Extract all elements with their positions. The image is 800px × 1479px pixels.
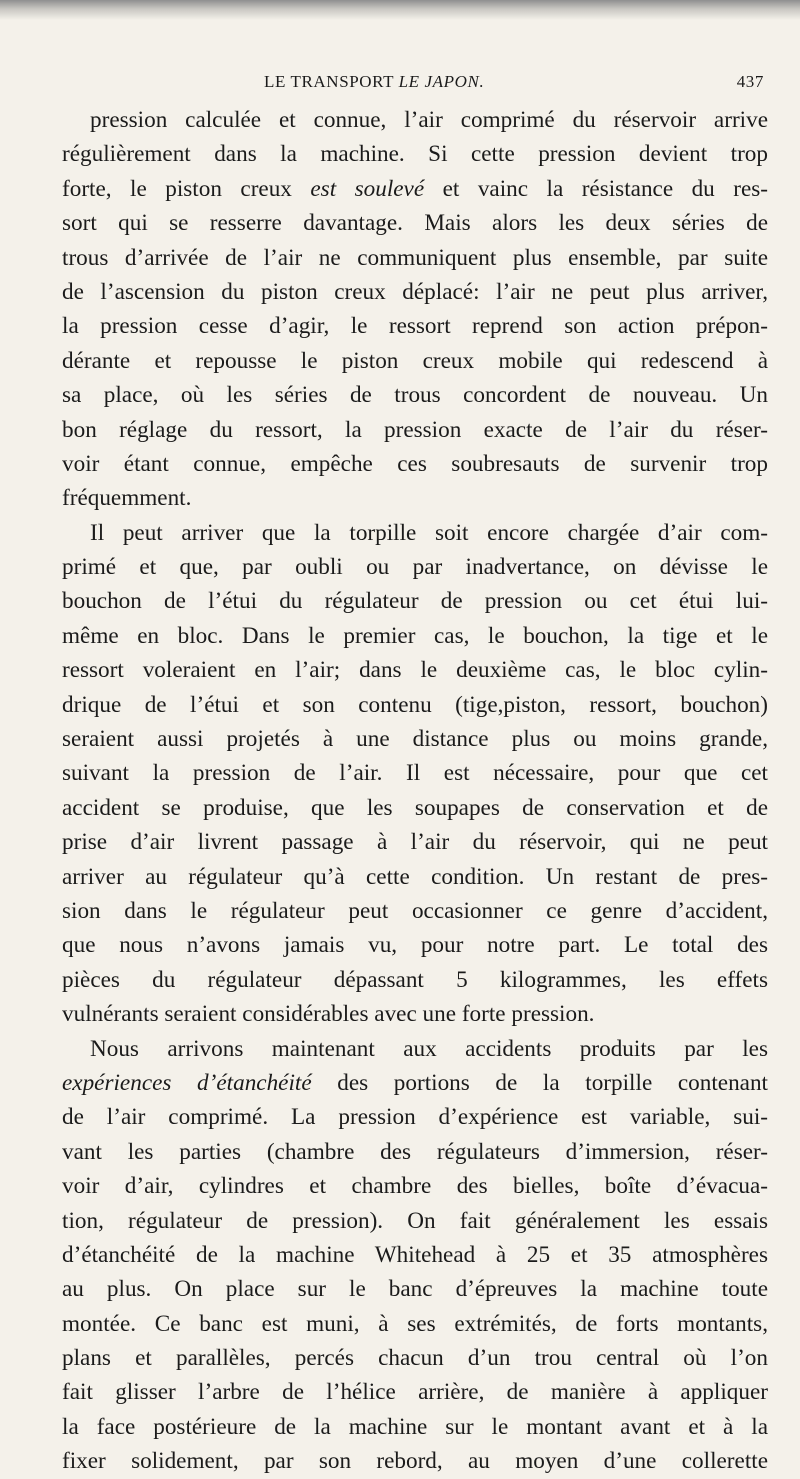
text-segment: pièces du régulateur dépassant 5 kilogrammes, les effets	[62, 966, 768, 993]
text-segment: montée. Ce banc est muni, à ses extrémités, de forts montants,	[62, 1310, 768, 1337]
text-line	[62, 1307, 768, 1341]
text-segment: fréquemment.	[62, 485, 192, 512]
body-text	[62, 103, 768, 1479]
text-line	[62, 1410, 768, 1444]
text-line	[62, 653, 768, 687]
text-line	[62, 1444, 768, 1478]
text-segment: dérante et repousse le piston creux mobile qui redescend à	[62, 347, 768, 374]
text-line	[62, 275, 768, 309]
text-line	[62, 860, 768, 894]
text-line	[62, 1204, 768, 1238]
italic-text: expériences d’étanchéité	[62, 1069, 312, 1096]
text-line	[62, 447, 768, 481]
paragraph	[62, 1032, 768, 1479]
text-segment: plans et parallèles, percés chacun d’un trou central où l’on	[62, 1345, 768, 1372]
text-segment: ressort voleraient en l’air; dans le deuxième cas, le bloc cylin-	[62, 657, 768, 684]
text-line	[62, 1375, 768, 1409]
text-line	[62, 1100, 768, 1134]
italic-text: est soulevé	[310, 175, 425, 202]
text-segment: au plus. On place sur le banc d’épreuves la machine toute	[62, 1276, 768, 1303]
text-line	[62, 378, 768, 412]
text-line	[62, 103, 768, 137]
running-title-italic: LE JAPON.	[398, 72, 485, 91]
text-segment: voir étant connue, empêche ces soubresauts de survenir trop	[62, 450, 768, 477]
text-segment: primé et que, par oubli ou par inadvertance, on dévisse le	[62, 554, 768, 581]
running-head	[246, 72, 766, 102]
text-line	[62, 894, 768, 928]
text-segment: pression calculée et connue, l’air comprimé du réservoir arrive	[90, 107, 768, 133]
text-segment: arriver au régulateur qu’à cette condition. Un restant de pres-	[62, 863, 768, 890]
text-segment: bon réglage du ressort, la pression exacte de l’air du réser-	[62, 416, 768, 443]
text-segment: sion dans le régulateur peut occasionner ce genre d’accident,	[62, 897, 768, 924]
text-line	[62, 584, 768, 618]
text-segment: trous d’arrivée de l’air ne communiquent plus ensemble, par suite	[62, 244, 768, 271]
text-segment: seraient aussi projetés à une distance plus ou moins grande,	[62, 726, 768, 753]
text-segment: fait glisser l’arbre de l’hélice arrière, de manière à appliquer	[62, 1379, 768, 1406]
text-line	[62, 1238, 768, 1272]
text-segment: de l’air comprimé. La pression d’expérience est variable, sui-	[62, 1104, 768, 1131]
text-segment: d’étanchéité de la machine Whitehead à 25 et 35 atmosphères	[62, 1241, 768, 1268]
paragraph	[62, 516, 768, 1032]
text-segment: fixer solidement, par son rebord, au moyen d’une collerette	[62, 1448, 768, 1475]
text-line	[62, 756, 768, 790]
text-segment: et vainc la résistance du res-	[424, 175, 768, 202]
text-line	[62, 172, 768, 206]
scan-top-shadow	[0, 0, 800, 20]
text-line	[62, 241, 768, 275]
text-segment: sort qui se resserre davantage. Mais alors les deux séries de	[62, 210, 768, 237]
text-line	[62, 619, 768, 653]
text-line	[62, 825, 768, 859]
running-title	[264, 72, 484, 92]
text-segment: la face postérieure de la machine sur le montant avant et à la	[62, 1413, 768, 1440]
text-segment: la pression cesse d’agir, le ressort reprend son action prépon-	[62, 313, 768, 340]
text-line	[62, 1032, 768, 1066]
text-line	[62, 481, 768, 515]
text-segment: forte, le piston creux	[62, 175, 311, 202]
text-line	[62, 963, 768, 997]
paragraph	[62, 103, 768, 516]
text-segment: tion, régulateur de pression). On fait généralement les essais	[62, 1207, 768, 1234]
text-segment: régulièrement dans la machine. Si cette pression devient trop	[62, 141, 768, 168]
text-line	[62, 791, 768, 825]
text-segment: accident se produise, que les soupapes de conservation et de	[62, 794, 768, 821]
running-title-prefix: LE TRANSPORT	[264, 72, 399, 91]
text-line	[62, 206, 768, 240]
text-line	[62, 1135, 768, 1169]
text-line	[62, 1341, 768, 1375]
text-line	[62, 928, 768, 962]
text-line	[62, 550, 768, 584]
text-segment: que nous n’avons jamais vu, pour notre part. Le total des	[62, 932, 768, 959]
text-segment: vulnérants seraient considérables avec une forte pression.	[62, 1001, 595, 1028]
text-segment: Il peut arriver que la torpille soit encore chargée d’air com-	[90, 519, 768, 546]
text-segment: drique de l’étui et son contenu (tige,piston, ressort, bouchon)	[62, 691, 768, 718]
text-segment: suivant la pression de l’air. Il est nécessaire, pour que cet	[62, 760, 768, 787]
text-line	[62, 1272, 768, 1306]
page-number: 437	[736, 72, 764, 91]
text-segment: bouchon de l’étui du régulateur de pression ou cet étui lui-	[62, 588, 768, 615]
text-segment: prise d’air livrent passage à l’air du réservoir, qui ne peut	[62, 829, 768, 856]
text-segment: vant les parties (chambre des régulateurs d’immersion, réser-	[62, 1138, 768, 1165]
text-segment: même en bloc. Dans le premier cas, le bouchon, la tige et le	[62, 622, 768, 649]
text-line	[62, 309, 768, 343]
text-line	[62, 413, 768, 447]
text-segment: sa place, où les séries de trous concordent de nouveau. Un	[62, 382, 768, 409]
text-segment: voir d’air, cylindres et chambre des bielles, boîte d’évacua-	[62, 1173, 768, 1200]
text-line	[62, 516, 768, 550]
text-line	[62, 722, 768, 756]
text-line	[62, 344, 768, 378]
text-segment: Nous arrivons maintenant aux accidents produits par les	[90, 1035, 768, 1062]
text-segment: des portions de la torpille contenant	[311, 1069, 768, 1096]
text-line	[62, 137, 768, 171]
text-segment: de l’ascension du piston creux déplacé: l’air ne peut plus arriver,	[62, 278, 768, 305]
text-line	[62, 688, 768, 722]
text-line	[62, 997, 768, 1031]
text-line	[62, 1169, 768, 1203]
text-line	[62, 1066, 768, 1100]
